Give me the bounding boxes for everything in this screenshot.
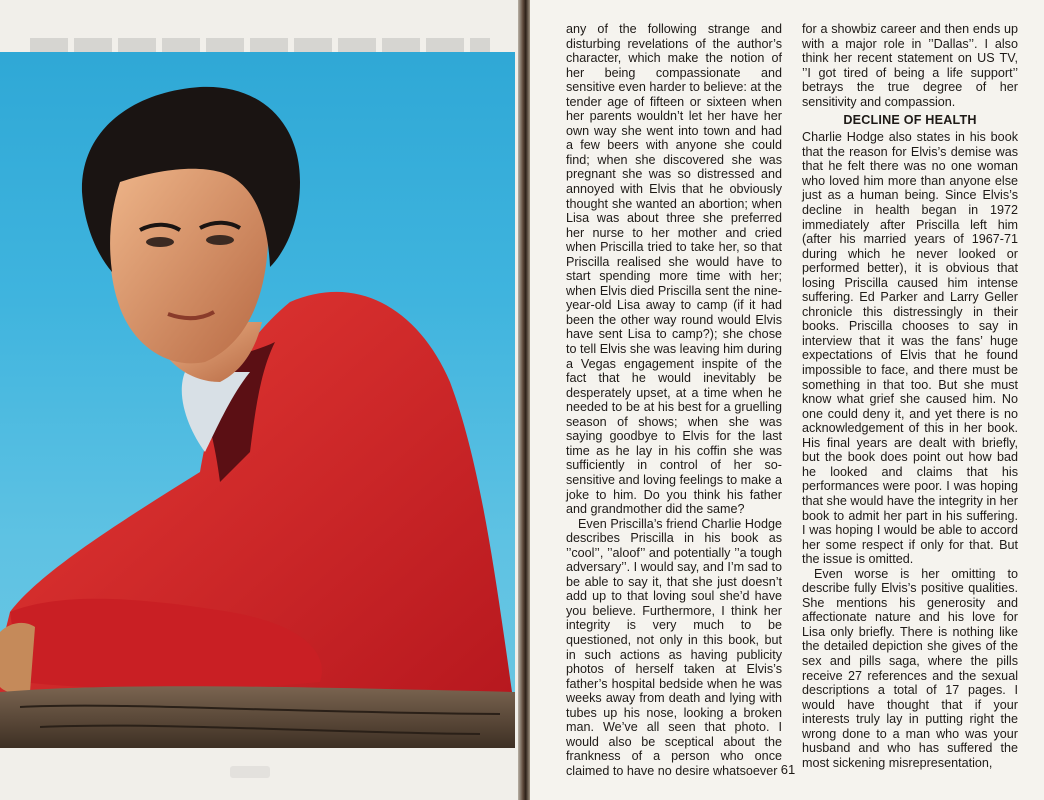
page-number: 61 bbox=[780, 762, 796, 777]
paragraph: Even Priscilla’s friend Charlie Hodge describes Priscilla in his book as ’’cool’’, ’’aloof’’ and potentially ’’a tough adversary’’. I would say, and I’m sad to be able to say it, that she just doesn’t add up to that loving soul she’d have you believe. Furthermore, I think her integrity is very much to be questioned, not only in this book, but in such actions as having publicity photos of herself taken at Elvis’s father’s hospital bedside when he was weeks away from death and lying with tubes up his nose, looking a broken man. We’ve all seen that photo. I would also be sceptical about the frankness of a person who once claimed to have no desire whatsoever bbox=[566, 516, 782, 778]
bleed-through-page-number bbox=[230, 766, 270, 778]
section-heading: DECLINE OF HEALTH bbox=[843, 113, 977, 128]
text-column-right bbox=[802, 22, 1018, 770]
paragraph: any of the following strange and disturbing revelations of the author’s character, which make the notion of her being compassionate and sensitive even harder to believe: at the tender age of fifteen or sixteen when her parents wouldn’t let her have her own way she went into town and had a few beers with anyone she could find; when she discovered she was pregnant she was so distressed and annoyed with Elvis that he obviously thought she wanted an abortion; when Lisa was about three she preferred her nurse to her mother and cried when Priscilla tried to take her, so that Priscilla realised she would have to start spending more time with her; when Elvis died Priscilla sent the nine-year-old Lisa away to camp (if it had been the other way round would Elvis have sent Lisa to camp?); she chose to tell Elvis she was leaving him during a Vegas engagement inspite of the fact that he would inevitably be desperately upset, at a time when he needed to be at his best for a gruelling season of shows; when she was saying goodbye to Elvis for the last time as he lay in his coffin she was sufficiently in control of her so-sensitive and loving feelings to make a joke to him. Do you think his father and grandmother did the same? bbox=[566, 22, 782, 517]
paragraph: Even worse is her omitting to describe fully Elvis’s positive qualities. She mentions his generosity and affectionate nature and his love for Lisa only briefly. There is nothing like the detailed depiction she gives of the sex and pills saga, where the pills receive 27 references and the sexual descriptions a total of 17 pages. I would have thought that if your interests truly lay in putting right the wrong done to a man who was your husband and who has suffered the most sickening misrepresentation, bbox=[802, 566, 1018, 770]
paragraph: Charlie Hodge also states in his book that the reason for Elvis’s demise was that he felt there was no one woman who loved him more than anyone else just as a human being. Since Elvis’s decline in health began in 1972 immediately after Priscilla left him (after his married years of 1967-71 during which he never looked or performed better), it is obvious that losing Priscilla caused him intense suffering. Ed Parker and Larry Geller chronicle this distressingly in their books. Priscilla chooses to say in interview that it was the fans’ huge expectations of Elvis that he found impossible to face, and there must be something in that too. But she must know what grief she caused him. No one could deny it, and yet there is no acknowledgement of this in her book. His final years are dealt with briefly, but the book does point out how bad he looked and claims that his performances were poor. I was hoping that she would have the integrity in her book to admit her part in his suffering. I was hoping I would be able to accord her some respect if only for that. But the issue is omitted. bbox=[802, 130, 1018, 567]
bleed-through-text bbox=[30, 38, 490, 52]
left-page bbox=[0, 0, 520, 800]
paragraph: for a showbiz career and then ends up with a major role in ’’Dallas’’. I also think her recent statement on US TV, ’’I got tired of being a life support’’ betrays the true degree of her sensitivity and compassion. bbox=[802, 22, 1018, 109]
text-column-left bbox=[566, 22, 782, 778]
portrait-photo bbox=[0, 52, 515, 748]
portrait-illustration bbox=[0, 52, 515, 748]
